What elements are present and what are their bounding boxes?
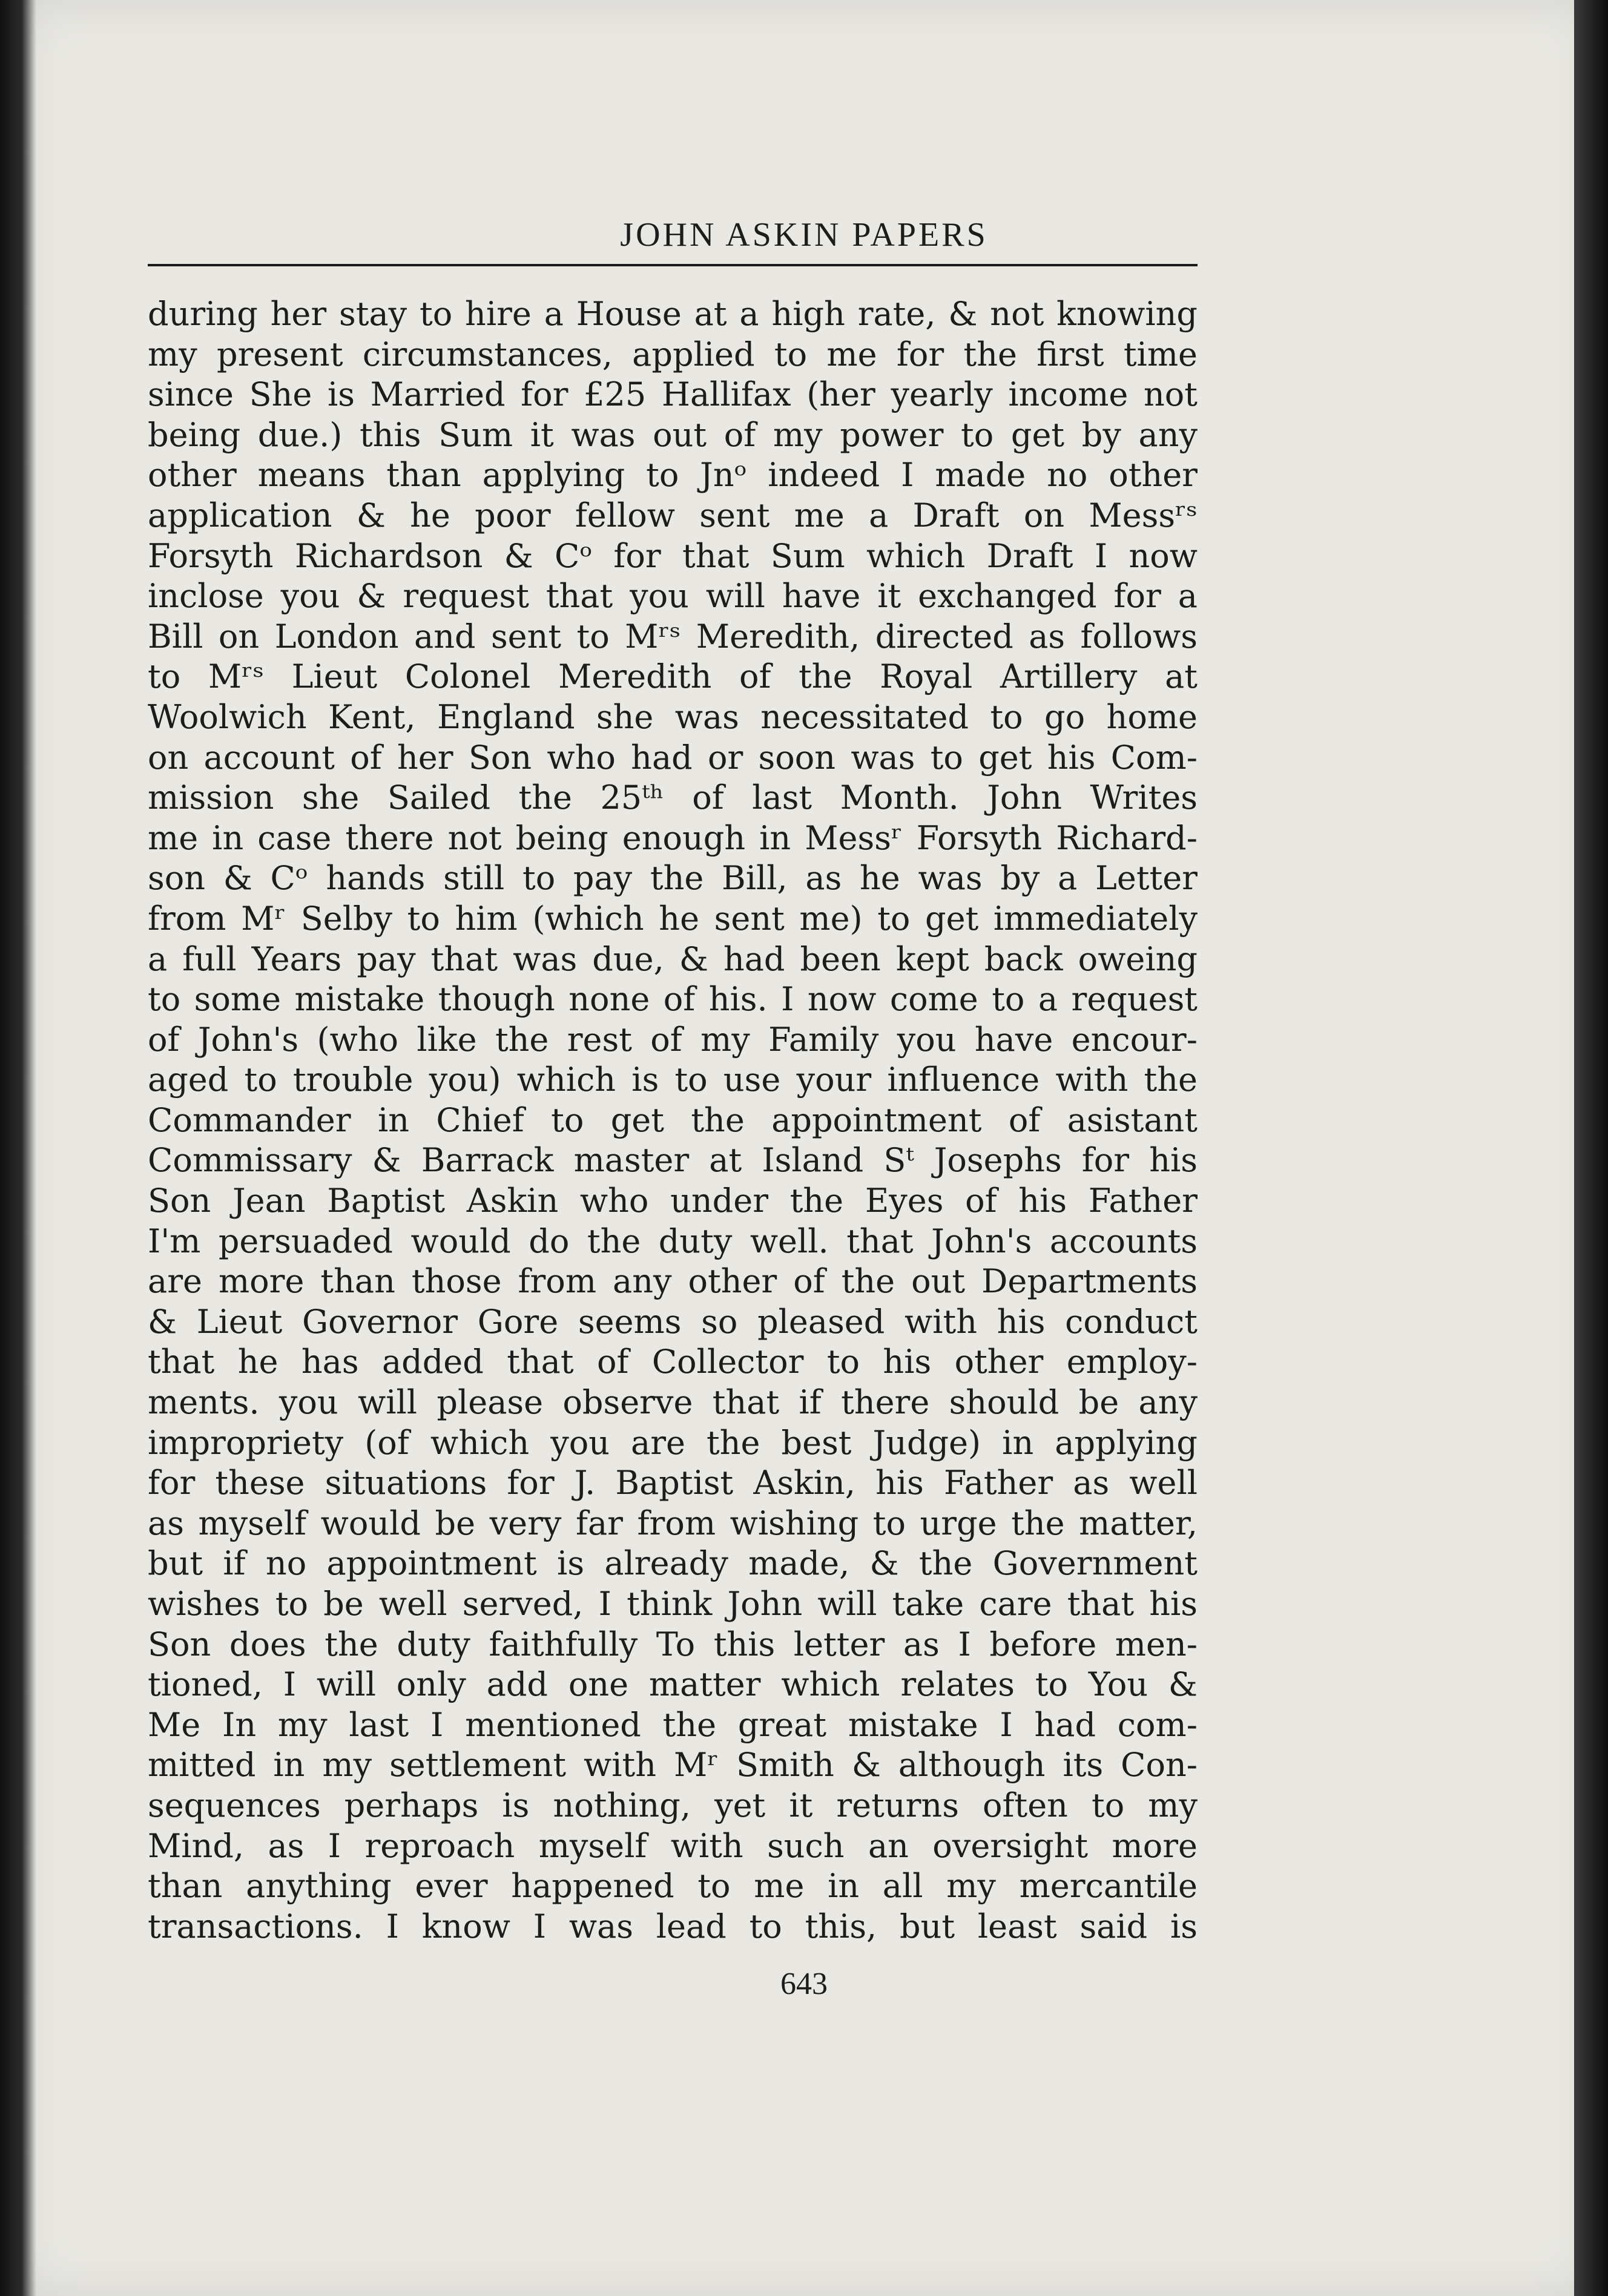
text-line: on account of her Son who had or soon was to get his Com- bbox=[148, 738, 1198, 777]
text-line: & Lieut Governor Gore seems so pleased with his conduct bbox=[148, 1302, 1198, 1341]
text-line: Woolwich Kent, England she was necessitated to go home bbox=[148, 697, 1198, 736]
running-head: JOHN ASKIN PAPERS bbox=[620, 216, 988, 254]
text-line: wishes to be well served, I think John will take care that his bbox=[148, 1585, 1198, 1623]
text-line: that he has added that of Collector to his other employ- bbox=[148, 1343, 1198, 1381]
text-line: aged to trouble you) which is to use your influence with the bbox=[148, 1061, 1198, 1099]
body-text bbox=[148, 294, 1198, 1947]
text-line: during her stay to hire a House at a high rate, & not knowing bbox=[148, 295, 1198, 333]
text-line: application & he poor fellow sent me a Draft on Messʳˢ bbox=[148, 496, 1198, 535]
text-line: to some mistake though none of his. I now come to a request bbox=[148, 980, 1198, 1019]
text-line: Commander in Chief to get the appointment of asistant bbox=[148, 1100, 1198, 1139]
text-line: are more than those from any other of the out Departments bbox=[148, 1262, 1198, 1301]
text-line: than anything ever happened to me in all my mercantile bbox=[148, 1867, 1198, 1906]
text-line: sequences perhaps is nothing, yet it returns often to my bbox=[148, 1786, 1198, 1824]
text-line: ments. you will please observe that if there should be any bbox=[148, 1383, 1198, 1422]
text-line: Son does the duty faithfully To this letter as I before men- bbox=[148, 1625, 1198, 1663]
text-line: Commissary & Barrack master at Island Sᵗ Josephs for his bbox=[148, 1141, 1198, 1180]
scan-edge-right bbox=[1574, 0, 1608, 2296]
text-line: I'm persuaded would do the duty well. that John's accounts bbox=[148, 1222, 1198, 1260]
text-line: son & Cᵒ hands still to pay the Bill, as he was by a Letter bbox=[148, 859, 1198, 898]
text-line: as myself would be very far from wishing to urge the matter, bbox=[148, 1504, 1198, 1542]
text-line: but if no appointment is already made, & the Government bbox=[148, 1544, 1198, 1583]
text-line: me in case there not being enough in Messʳ Forsyth Richard- bbox=[148, 818, 1198, 857]
text-line: to Mʳˢ Lieut Colonel Meredith of the Royal Artillery at bbox=[148, 657, 1198, 696]
text-line: other means than applying to Jnᵒ indeed I made no other bbox=[148, 456, 1198, 495]
text-line: transactions. I know I was lead to this, but least said is bbox=[148, 1907, 1198, 1946]
text-line: mitted in my settlement with Mʳ Smith & although its Con- bbox=[148, 1746, 1198, 1784]
text-line: Forsyth Richardson & Cᵒ for that Sum which Draft I now bbox=[148, 536, 1198, 575]
header-rule bbox=[148, 264, 1198, 266]
text-line: Son Jean Baptist Askin who under the Eyes of his Father bbox=[148, 1182, 1198, 1220]
text-line: since She is Married for £25 Hallifax (her yearly income not bbox=[148, 375, 1198, 414]
scan-edge-left bbox=[0, 0, 36, 2296]
text-line: mission she Sailed the 25ᵗʰ of last Month. John Writes bbox=[148, 778, 1198, 817]
text-line: being due.) this Sum it was out of my power to get by any bbox=[148, 415, 1198, 454]
text-line: Mind, as I reproach myself with such an oversight more bbox=[148, 1826, 1198, 1865]
text-line: impropriety (of which you are the best Judge) in applying bbox=[148, 1423, 1198, 1462]
text-line: tioned, I will only add one matter which relates to You & bbox=[148, 1665, 1198, 1704]
text-line: my present circumstances, applied to me for the first time bbox=[148, 335, 1198, 373]
text-line: Bill on London and sent to Mʳˢ Meredith, directed as follows bbox=[148, 617, 1198, 656]
text-line: a full Years pay that was due, & had been kept back oweing bbox=[148, 939, 1198, 978]
text-line: inclose you & request that you will have it exchanged for a bbox=[148, 577, 1198, 616]
text-line: for these situations for J. Baptist Askin, his Father as well bbox=[148, 1464, 1198, 1502]
page-number: 643 bbox=[780, 1967, 828, 2001]
text-line: from Mʳ Selby to him (which he sent me) to get immediately bbox=[148, 899, 1198, 938]
text-line: Me In my last I mentioned the great mistake I had com- bbox=[148, 1705, 1198, 1744]
text-line: of John's (who like the rest of my Family you have encour- bbox=[148, 1020, 1198, 1059]
